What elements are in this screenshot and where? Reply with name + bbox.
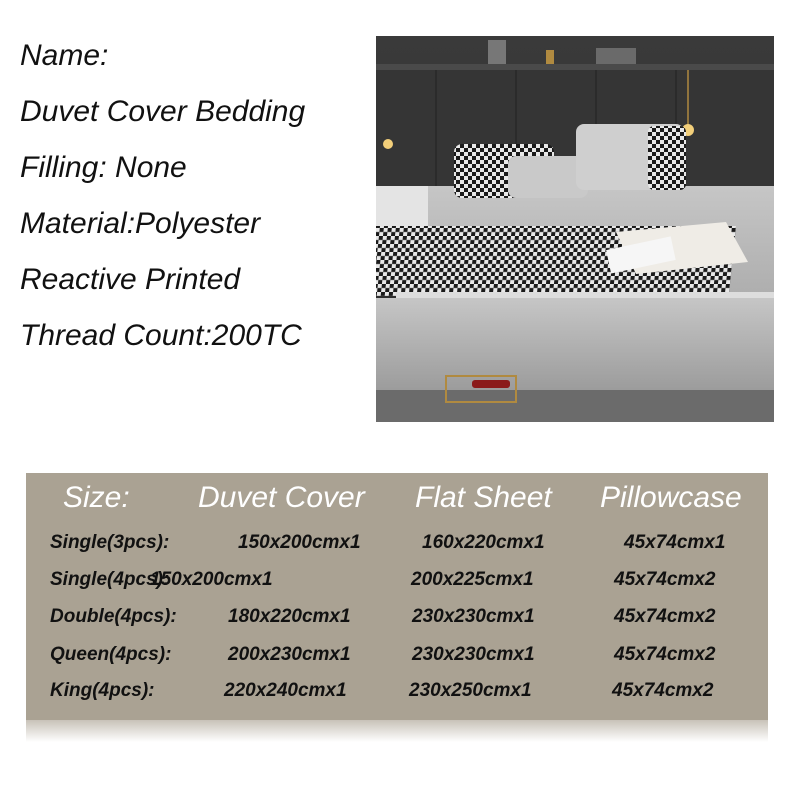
row-size: Single(3pcs): [50, 532, 170, 553]
header-size: Size: [63, 481, 130, 514]
row-pillowcase: 45x74cmx1 [624, 532, 726, 553]
header-flat-sheet: Flat Sheet [415, 481, 552, 514]
spec-filling: Filling: None [20, 151, 187, 184]
spec-printing: Reactive Printed [20, 263, 241, 296]
row-flat-sheet: 230x230cmx1 [412, 644, 535, 665]
table-row [26, 603, 768, 631]
row-duvet-cover: 200x230cmx1 [228, 644, 351, 665]
spec-name-label: Name: [20, 39, 109, 72]
row-size: King(4pcs): [50, 680, 155, 701]
row-duvet-cover: 180x220cmx1 [228, 606, 351, 627]
row-flat-sheet: 230x230cmx1 [412, 606, 535, 627]
header-pillowcase: Pillowcase [600, 481, 742, 514]
row-flat-sheet: 230x250cmx1 [409, 680, 532, 701]
row-pillowcase: 45x74cmx2 [614, 644, 716, 665]
row-flat-sheet: 200x225cmx1 [411, 569, 534, 590]
table-bottom-shadow [26, 720, 768, 742]
row-size: Double(4pcs): [50, 606, 177, 627]
table-row [26, 677, 768, 705]
bedding-product-photo [376, 36, 774, 422]
row-pillowcase: 45x74cmx2 [612, 680, 714, 701]
row-pillowcase: 45x74cmx2 [614, 606, 716, 627]
row-duvet-cover: 150x200cmx1 [150, 569, 273, 590]
spec-product-name: Duvet Cover Bedding [20, 95, 306, 128]
spec-thread-count: Thread Count:200TC [20, 319, 302, 352]
table-row [26, 529, 768, 557]
row-pillowcase: 45x74cmx2 [614, 569, 716, 590]
header-duvet-cover: Duvet Cover [198, 481, 365, 514]
row-duvet-cover: 150x200cmx1 [238, 532, 361, 553]
row-size: Single(4pcs): [50, 569, 170, 590]
row-flat-sheet: 160x220cmx1 [422, 532, 545, 553]
table-row [26, 641, 768, 669]
spec-material: Material:Polyester [20, 207, 261, 240]
row-duvet-cover: 220x240cmx1 [224, 680, 347, 701]
product-spec-list [20, 36, 305, 372]
table-row [26, 566, 768, 594]
row-size: Queen(4pcs): [50, 644, 172, 665]
